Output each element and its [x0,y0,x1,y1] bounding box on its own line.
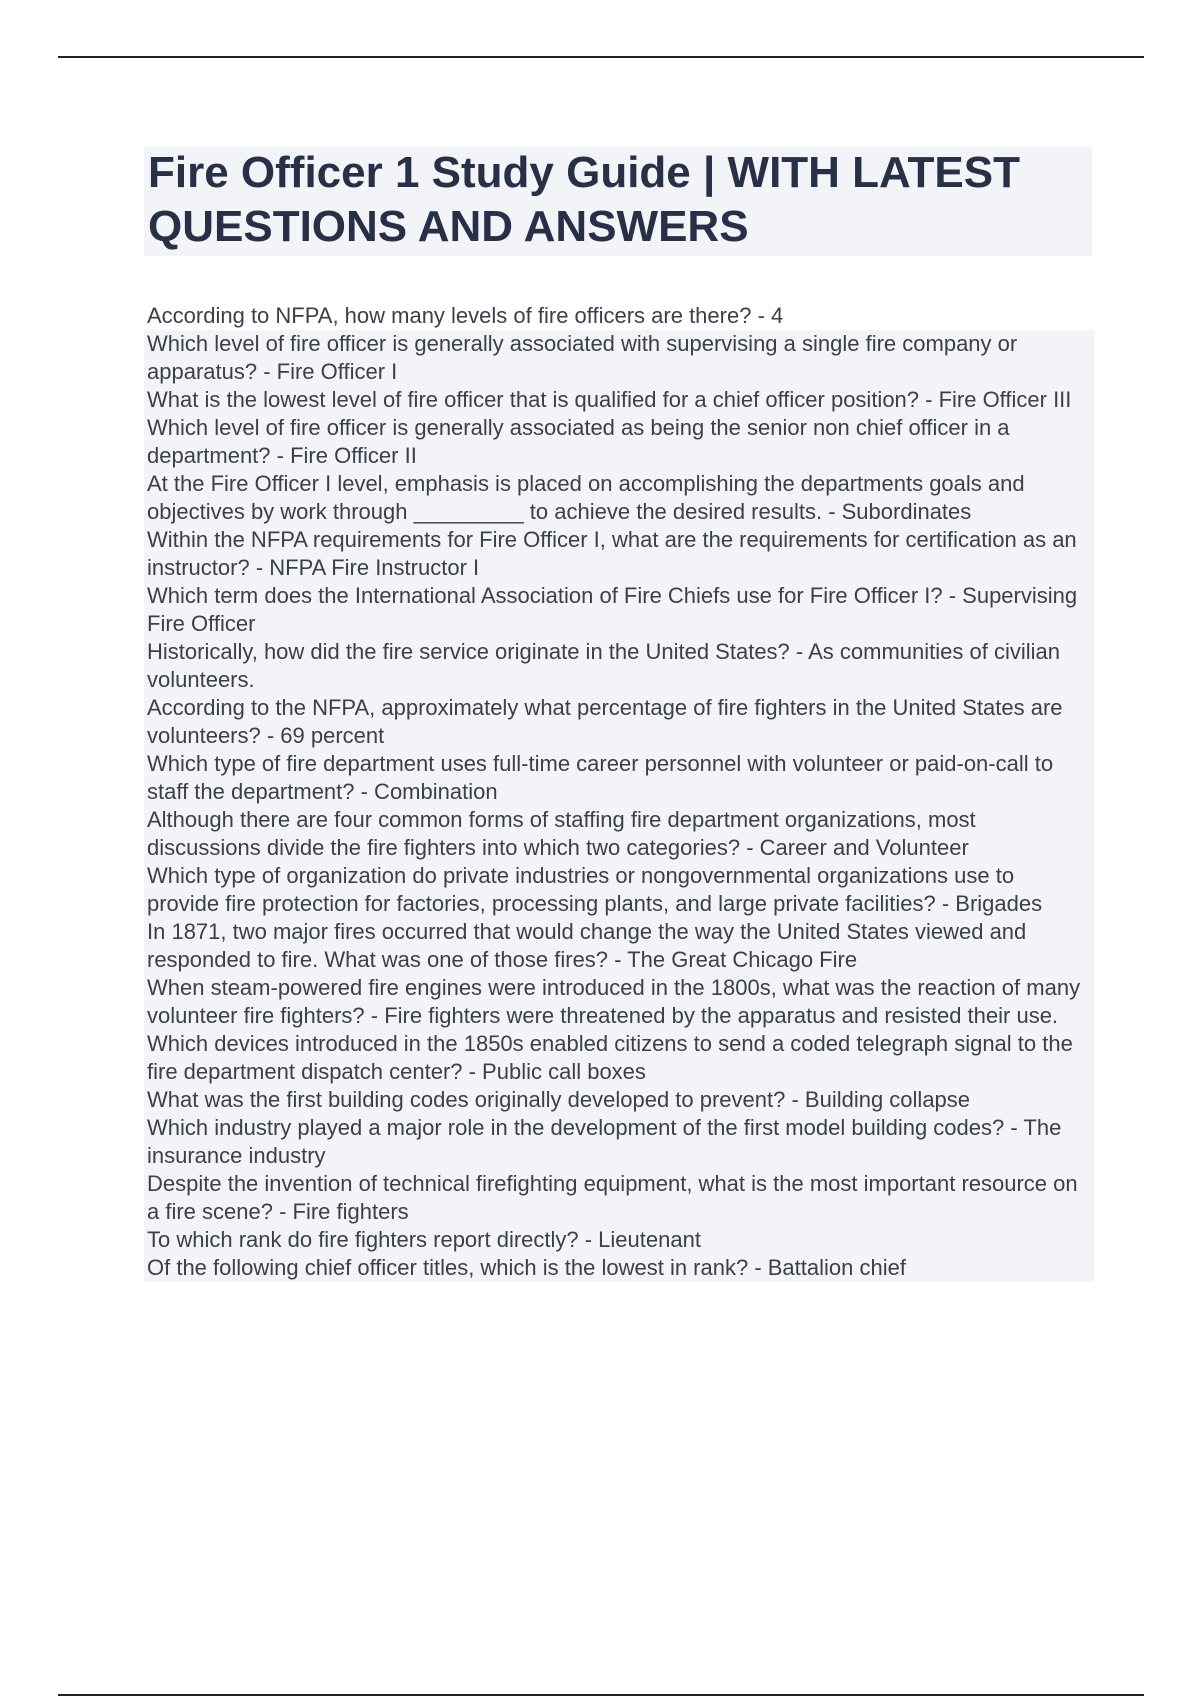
qa-item: Although there are four common forms of staffing fire department organizations, most discussions divide the fire fighters into which two categories? - Career and Volunteer [144,806,1094,862]
qa-item: In 1871, two major fires occurred that would change the way the United States viewed and responded to fire. What was one of those fires? - The Great Chicago Fire [144,918,1094,974]
qa-item: To which rank do fire fighters report directly? - Lieutenant [144,1226,1094,1254]
qa-item: Which type of organization do private industries or nongovernmental organizations use to provide fire protection for factories, processing plants, and large private facilities? - Brigades [144,862,1094,918]
qa-item: Which level of fire officer is generally associated as being the senior non chief officer in a department? - Fire Officer II [144,414,1094,470]
qa-item: Which industry played a major role in the development of the first model building codes? - The insurance industry [144,1114,1094,1170]
qa-item: Within the NFPA requirements for Fire Officer I, what are the requirements for certification as an instructor? - NFPA Fire Instructor I [144,526,1094,582]
qa-item: Of the following chief officer titles, which is the lowest in rank? - Battalion chief [144,1254,1094,1282]
qa-item: What is the lowest level of fire officer that is qualified for a chief officer position? - Fire Officer III [144,386,1094,414]
qa-list [144,302,1094,1282]
qa-item: Historically, how did the fire service originate in the United States? - As communities of civilian volunteers. [144,638,1094,694]
qa-item: What was the first building codes originally developed to prevent? - Building collapse [144,1086,1094,1114]
qa-item: Which devices introduced in the 1850s enabled citizens to send a coded telegraph signal to the fire department dispatch center? - Public call boxes [144,1030,1094,1086]
qa-item: According to the NFPA, approximately what percentage of fire fighters in the United States are volunteers? - 69 percent [144,694,1094,750]
header-rule [58,56,1144,58]
footer-rule [58,1694,1144,1696]
qa-item: At the Fire Officer I level, emphasis is placed on accomplishing the departments goals and objectives by work through _________ to achieve the desired results. - Subordinates [144,470,1094,526]
qa-item: Which type of fire department uses full-time career personnel with volunteer or paid-on-call to staff the department? - Combination [144,750,1094,806]
qa-item: According to NFPA, how many levels of fire officers are there? - 4 [144,302,1094,330]
document-title: Fire Officer 1 Study Guide | WITH LATEST QUESTIONS AND ANSWERS [148,148,1021,251]
qa-item: Which level of fire officer is generally associated with supervising a single fire company or apparatus? - Fire Officer I [144,330,1094,386]
qa-item: Despite the invention of technical firefighting equipment, what is the most important resource on a fire scene? - Fire fighters [144,1170,1094,1226]
title-block [144,146,1092,256]
qa-item: Which term does the International Association of Fire Chiefs use for Fire Officer I? - Supervising Fire Officer [144,582,1094,638]
qa-item: When steam-powered fire engines were introduced in the 1800s, what was the reaction of many volunteer fire fighters? - Fire fighters were threatened by the apparatus and resisted their use. [144,974,1094,1030]
